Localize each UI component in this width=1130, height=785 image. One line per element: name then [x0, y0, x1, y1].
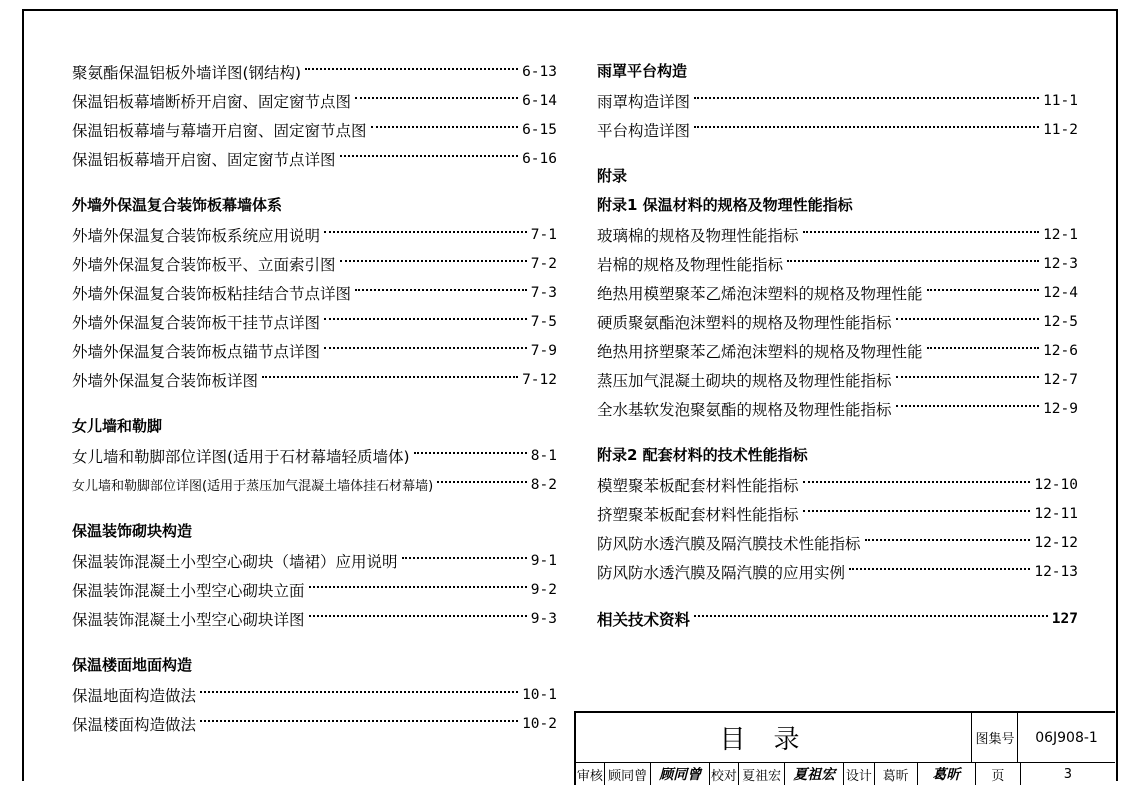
- toc-section: [72, 412, 557, 499]
- toc-entry: [72, 220, 557, 249]
- toc-right-column: [597, 57, 1078, 633]
- check-name: 夏祖宏: [739, 763, 786, 785]
- toc-entry-title: 保温铝板幕墙断桥开启窗、固定窗节点图: [72, 92, 352, 111]
- dot-leader: [803, 481, 1031, 483]
- dot-leader: [803, 231, 1040, 233]
- toc-entry-page: 12-1: [1043, 226, 1078, 243]
- toc-entry-title: 防风防水透汽膜及隔汽膜技术性能指标: [597, 534, 861, 553]
- toc-entry-title: 外墙外保温复合装饰板平、立面索引图: [72, 255, 336, 274]
- dot-leader: [803, 510, 1031, 512]
- toc-entry-title: 硬质聚氨酯泡沫塑料的规格及物理性能指标: [597, 313, 892, 332]
- toc-entry-page: 10-2: [522, 715, 557, 732]
- toc-entry: [72, 307, 557, 336]
- design-name: 葛昕: [875, 763, 918, 785]
- toc-entry-title: 保温装饰混凝土小型空心砌块立面: [72, 581, 305, 600]
- dot-leader: [340, 260, 527, 262]
- toc-entry-page: 12-7: [1043, 371, 1078, 388]
- toc-entry-page: 7-1: [530, 226, 557, 243]
- toc-entry-title: 保温铝板幕墙与幕墙开启窗、固定窗节点图: [72, 121, 367, 140]
- toc-entry: [597, 86, 1078, 115]
- section-heading: 附录2 配套材料的技术性能指标: [597, 446, 808, 464]
- toc-entry-title: 女儿墙和勒脚部位详图(适用于蒸压加气混凝土墙体挂石材幕墙): [72, 479, 434, 494]
- toc-entry-page: 9-1: [530, 552, 557, 569]
- design-label: 设计: [844, 763, 875, 785]
- toc-entry: [597, 115, 1078, 144]
- dot-leader: [402, 557, 527, 559]
- check-label: 校对: [710, 763, 739, 785]
- toc-entry-page: 7-12: [522, 371, 557, 388]
- toc-entry: [597, 499, 1078, 528]
- toc-section: [72, 57, 557, 173]
- toc-entry: [72, 680, 557, 709]
- check-signature: 夏祖宏: [785, 763, 844, 785]
- dot-leader: [309, 586, 527, 588]
- toc-section: [597, 441, 1078, 586]
- toc-entry-title: 岩棉的规格及物理性能指标: [597, 255, 784, 274]
- title-block-title: 目录: [576, 713, 972, 762]
- toc-entry: [72, 604, 557, 633]
- dot-leader: [305, 68, 518, 70]
- toc-section: [72, 651, 557, 738]
- title-block: [574, 711, 1115, 785]
- toc-entry-page: 10-1: [522, 686, 557, 703]
- toc-entry-page: 8-1: [530, 447, 557, 464]
- toc-entry-page: 9-3: [530, 610, 557, 627]
- toc-entry-title: 全水基软发泡聚氨酯的规格及物理性能指标: [597, 400, 892, 419]
- toc-entry-title: 保温装饰混凝土小型空心砌块详图: [72, 610, 305, 629]
- toc-entry: [597, 470, 1078, 499]
- toc-section: [597, 604, 1078, 633]
- toc-entry-page: 12-13: [1034, 563, 1078, 580]
- dot-leader: [896, 318, 1040, 320]
- toc-entry-page: 11-2: [1043, 121, 1078, 138]
- atlas-number-label: 图集号: [973, 713, 1018, 762]
- dot-leader: [694, 615, 1048, 617]
- review-signature: 顾同曾: [651, 763, 710, 785]
- dot-leader: [787, 260, 1039, 262]
- toc-entry: [597, 307, 1078, 336]
- toc-entry-page: 7-5: [530, 313, 557, 330]
- toc-entry-title: 女儿墙和勒脚部位详图(适用于石材幕墙轻质墙体): [72, 447, 410, 466]
- toc-entry-title: 保温楼面构造做法: [72, 715, 197, 734]
- toc-entry-page: 12-5: [1043, 313, 1078, 330]
- dot-leader: [355, 97, 518, 99]
- toc-entry-page: 12-12: [1034, 534, 1078, 551]
- toc-entry: [72, 278, 557, 307]
- dot-leader: [437, 481, 527, 483]
- toc-entry-title: 聚氨酯保温铝板外墙详图(钢结构): [72, 63, 302, 82]
- dot-leader: [200, 720, 518, 722]
- page-number: 3: [1063, 766, 1073, 782]
- toc-entry-title: 保温铝板幕墙开启窗、固定窗节点详图: [72, 150, 336, 169]
- toc-entry-title: 挤塑聚苯板配套材料性能指标: [597, 505, 799, 524]
- dot-leader: [340, 155, 519, 157]
- toc-entry-title: 外墙外保温复合装饰板点锚节点详图: [72, 342, 321, 361]
- toc-entry-title: 外墙外保温复合装饰板系统应用说明: [72, 226, 321, 245]
- toc-entry-title: 绝热用挤塑聚苯乙烯泡沫塑料的规格及物理性能: [597, 342, 923, 361]
- toc-entry: [597, 557, 1078, 586]
- toc-entry-title: 模塑聚苯板配套材料性能指标: [597, 476, 799, 495]
- toc-section: [72, 517, 557, 633]
- dot-leader: [355, 289, 527, 291]
- dot-leader: [927, 347, 1040, 349]
- dot-leader: [896, 376, 1040, 378]
- toc-entry-page: 12-9: [1043, 400, 1078, 417]
- section-heading: 保温楼面地面构造: [72, 656, 193, 674]
- toc-entry-page: 6-14: [522, 92, 557, 109]
- section-heading: 雨罩平台构造: [597, 62, 688, 80]
- toc-entry: [72, 57, 557, 86]
- toc-entry: [72, 249, 557, 278]
- dot-leader: [849, 568, 1030, 570]
- toc-entry: [72, 441, 557, 470]
- toc-section: [72, 191, 557, 394]
- dot-leader: [927, 289, 1040, 291]
- toc-entry: [597, 528, 1078, 557]
- toc-entry-title: 相关技术资料: [597, 610, 691, 629]
- toc-entry-title: 保温地面构造做法: [72, 686, 197, 705]
- dot-leader: [200, 691, 518, 693]
- toc-entry-title: 绝热用模塑聚苯乙烯泡沫塑料的规格及物理性能: [597, 284, 923, 303]
- review-name: 顾同曾: [605, 763, 652, 785]
- section-heading: 附录: [597, 167, 628, 185]
- dot-leader: [865, 539, 1031, 541]
- section-heading: 保温装饰砌块构造: [72, 522, 193, 540]
- toc-section: [597, 57, 1078, 144]
- toc-entry-page: 12-11: [1034, 505, 1078, 522]
- toc-entry: [72, 709, 557, 738]
- toc-entry-page: 7-3: [530, 284, 557, 301]
- toc-entry-page: 9-2: [530, 581, 557, 598]
- dot-leader: [694, 126, 1039, 128]
- toc-entry-page: 6-16: [522, 150, 557, 167]
- design-signature: 葛昕: [918, 763, 977, 785]
- toc-entry: [72, 144, 557, 173]
- toc-left-column: [72, 57, 557, 738]
- toc-entry: [72, 336, 557, 365]
- toc-entry: [72, 86, 557, 115]
- dot-leader: [371, 126, 519, 128]
- toc-entry-page: 12-6: [1043, 342, 1078, 359]
- toc-entry-title: 外墙外保温复合装饰板详图: [72, 371, 259, 390]
- toc-entry-page: 7-9: [530, 342, 557, 359]
- toc-entry-page: 127: [1051, 610, 1078, 627]
- toc-entry-page: 7-2: [530, 255, 557, 272]
- toc-entry-title: 玻璃棉的规格及物理性能指标: [597, 226, 799, 245]
- dot-leader: [324, 231, 527, 233]
- toc-entry: [72, 365, 557, 394]
- toc-entry: [597, 365, 1078, 394]
- toc-entry-page: 12-10: [1034, 476, 1078, 493]
- review-label: 审核: [576, 763, 605, 785]
- toc-entry-title: 外墙外保温复合装饰板粘挂结合节点详图: [72, 284, 352, 303]
- toc-entry-title: 雨罩构造详图: [597, 92, 691, 111]
- page-label: 页: [976, 763, 1021, 785]
- dot-leader: [262, 376, 518, 378]
- toc-entry-title: 防风防水透汽膜及隔汽膜的应用实例: [597, 563, 846, 582]
- section-subheading: 附录1 保温材料的规格及物理性能指标: [597, 196, 853, 214]
- toc-entry: [72, 115, 557, 144]
- toc-entry: [597, 336, 1078, 365]
- toc-entry: [72, 575, 557, 604]
- dot-leader: [324, 318, 527, 320]
- dot-leader: [414, 452, 527, 454]
- toc-entry: [72, 470, 557, 499]
- toc-entry-title: 蒸压加气混凝土砌块的规格及物理性能指标: [597, 371, 892, 390]
- toc-entry-page: 8-2: [530, 476, 557, 493]
- section-heading: 外墙外保温复合装饰板幕墙体系: [72, 196, 283, 214]
- toc-entry-title: 外墙外保温复合装饰板干挂节点详图: [72, 313, 321, 332]
- toc-entry: [597, 604, 1078, 633]
- toc-entry: [597, 220, 1078, 249]
- atlas-number: 06J908-1: [1035, 729, 1098, 746]
- toc-section: [597, 162, 1078, 423]
- toc-entry-title: 保温装饰混凝土小型空心砌块（墙裙）应用说明: [72, 552, 398, 571]
- dot-leader: [694, 97, 1039, 99]
- toc-entry: [597, 394, 1078, 423]
- toc-entry-page: 11-1: [1043, 92, 1078, 109]
- toc-entry-title: 平台构造详图: [597, 121, 691, 140]
- toc-entry-page: 6-15: [522, 121, 557, 138]
- toc-entry: [72, 546, 557, 575]
- dot-leader: [324, 347, 527, 349]
- dot-leader: [309, 615, 527, 617]
- toc-entry-page: 12-3: [1043, 255, 1078, 272]
- toc-entry: [597, 249, 1078, 278]
- toc-entry: [597, 278, 1078, 307]
- dot-leader: [896, 405, 1040, 407]
- toc-entry-page: 6-13: [522, 63, 557, 80]
- toc-entry-page: 12-4: [1043, 284, 1078, 301]
- section-heading: 女儿墙和勒脚: [72, 417, 163, 435]
